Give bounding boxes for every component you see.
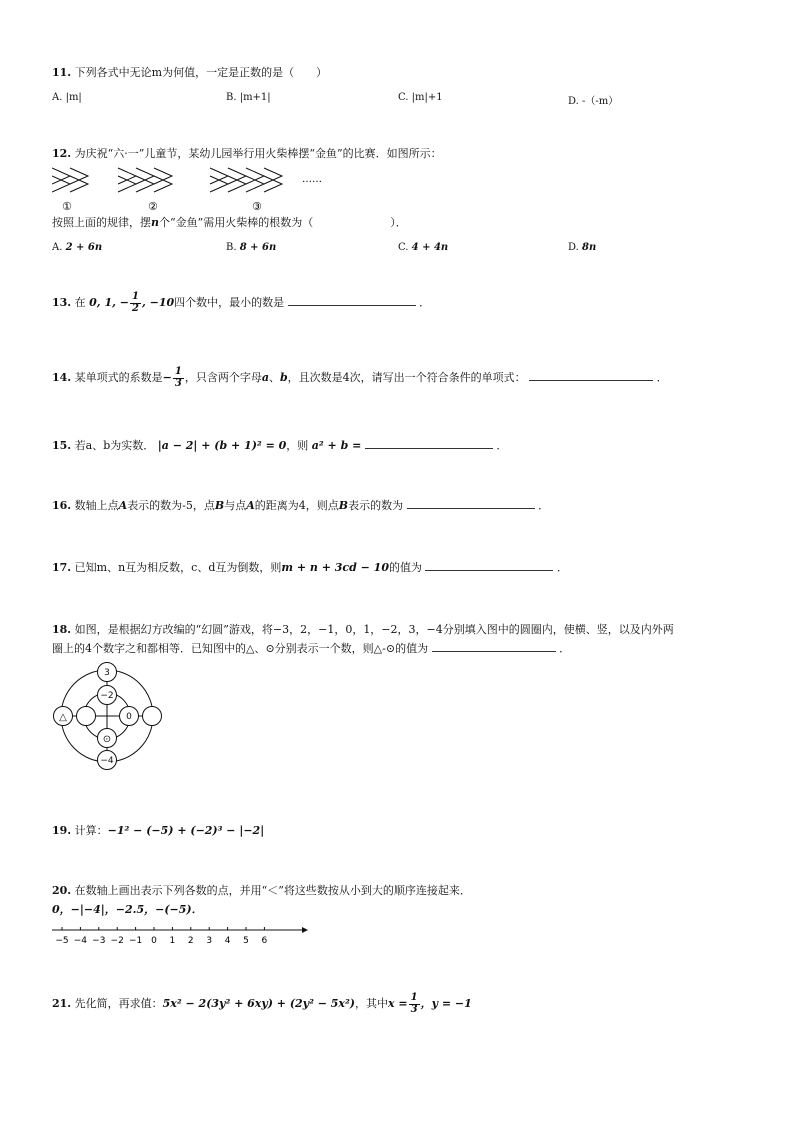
question-number: 15.	[52, 439, 72, 452]
option-c: C. |m|+1	[398, 92, 443, 103]
tick-label: 0	[151, 936, 157, 946]
question-number: 18.	[52, 623, 72, 636]
question-15: 15. 若a、b为实数． |a − 2| + (b + 1)² = 0，则 a² + b = ．	[52, 439, 508, 452]
question-13: 13. 在 0, 1, − $\frac{1}{2}$ , −10四个数中，最小的数是 ．	[52, 291, 431, 314]
answer-blank[interactable]	[288, 294, 416, 306]
question-12	[52, 145, 442, 161]
figure-label-2: ②	[148, 200, 158, 213]
question-text: 下列各式中无论m为何值，一定是正数的是（ ）	[74, 66, 328, 79]
question-number: 13.	[52, 296, 72, 309]
tick-label: 4	[224, 936, 231, 946]
tick-label: −3	[92, 936, 106, 946]
question-number: 19.	[52, 824, 72, 837]
answer-blank[interactable]	[407, 497, 535, 509]
question-number: 20.	[52, 884, 72, 897]
option-c: C. 4 + 4n	[398, 242, 449, 253]
question-14: 14. 某单项式的系数是− $\frac{1}{3}$ ，只含两个字母a、b，且次数是4次，请写出一个符合条件的单项式： ．	[52, 366, 668, 389]
question-number: 21.	[52, 997, 72, 1010]
ellipsis: ……	[302, 174, 322, 185]
answer-blank[interactable]	[365, 437, 493, 449]
answer-blank[interactable]	[425, 559, 553, 571]
circle-left-inner	[77, 707, 96, 726]
answer-blank[interactable]	[432, 640, 556, 652]
question-number: 14.	[52, 371, 72, 384]
option-d: D. -（-m）	[568, 96, 619, 107]
value-lower: ⊙	[102, 734, 112, 745]
value-upper: −2	[100, 691, 114, 701]
value-left: △	[59, 712, 67, 723]
option-b: B. |m+1|	[226, 92, 271, 103]
tick-label: 6	[261, 936, 268, 946]
question-number: 16.	[52, 499, 72, 512]
tick-label: 5	[243, 936, 249, 946]
tick-label: 3	[206, 936, 213, 946]
question-number: 12.	[52, 147, 72, 160]
question-number: 11.	[52, 66, 72, 79]
circle-right-outer	[143, 707, 162, 726]
question-11	[52, 64, 327, 80]
question-text: 为庆祝“六·一”儿童节，某幼儿园举行用火柴棒摆“金鱼”的比赛．如图所示：	[74, 147, 442, 160]
goldfish-matchstick-figure	[52, 162, 362, 214]
value-top: 3	[104, 668, 110, 678]
tick-label: 2	[187, 936, 194, 946]
tick-label: −2	[110, 936, 124, 946]
question-12-text-2: 按照上面的规律，摆n个“金鱼”需用火柴棒的根数为（ ）．	[52, 216, 407, 229]
question-number: 17.	[52, 561, 72, 574]
question-21: 21. 先化简，再求值：5x² − 2(3y² + 6xy) + (2y² − 5x²)，其中x = $\frac{1}{3}$ ，y = −1	[52, 992, 472, 1015]
option-b: B. 8 + 6n	[226, 242, 277, 253]
figure-label-3: ③	[252, 200, 262, 213]
question-16: 16. 数轴上点A表示的数为-5，点B与点A的距离为4，则点B表示的数为 ．	[52, 499, 550, 512]
tick-label: 1	[169, 936, 176, 946]
magic-circle-diagram	[50, 658, 168, 776]
tick-label: −4	[73, 936, 88, 946]
fraction: $\frac{1}{2}$	[131, 291, 139, 314]
number-line	[52, 922, 312, 946]
question-18: 18. 如图，是根据幻方改编的“幻圆”游戏，将−3，2，−1，0，1，−2，3，−4分别填入图中的圆圈内，使横、竖，以及内外两	[52, 623, 674, 636]
option-d: D. 8n	[568, 242, 597, 253]
option-a: A. |m|	[52, 92, 82, 103]
question-20: 20. 在数轴上画出表示下列各数的点，并用“＜”将这些数按从小到大的顺序连接起来．	[52, 884, 471, 897]
question-20-numbers: 0，−|−4|，−2.5，−(−5)．	[52, 903, 203, 916]
answer-blank[interactable]	[529, 369, 653, 381]
value-bottom: −4	[100, 756, 114, 766]
question-19: 19. 计算：−1² − (−5) + (−2)³ − |−2|	[52, 824, 265, 837]
option-a: A. 2 + 6n	[52, 242, 103, 253]
question-17: 17. 已知m、n互为相反数，c、d互为倒数，则m + n + 3cd − 10的值为 ．	[52, 561, 568, 574]
fraction: $\frac{1}{3}$	[410, 992, 418, 1015]
figure-label-1: ①	[62, 200, 72, 213]
tick-label: −1	[128, 936, 143, 946]
value-right-inner: 0	[126, 712, 132, 722]
tick-label: −5	[55, 936, 69, 946]
fraction: $\frac{1}{3}$	[174, 366, 182, 389]
question-18-line-2: 圈上的4个数字之和都相等．已知图中的△、⊙分别表示一个数，则△-⊙的值为 ．	[52, 642, 571, 655]
